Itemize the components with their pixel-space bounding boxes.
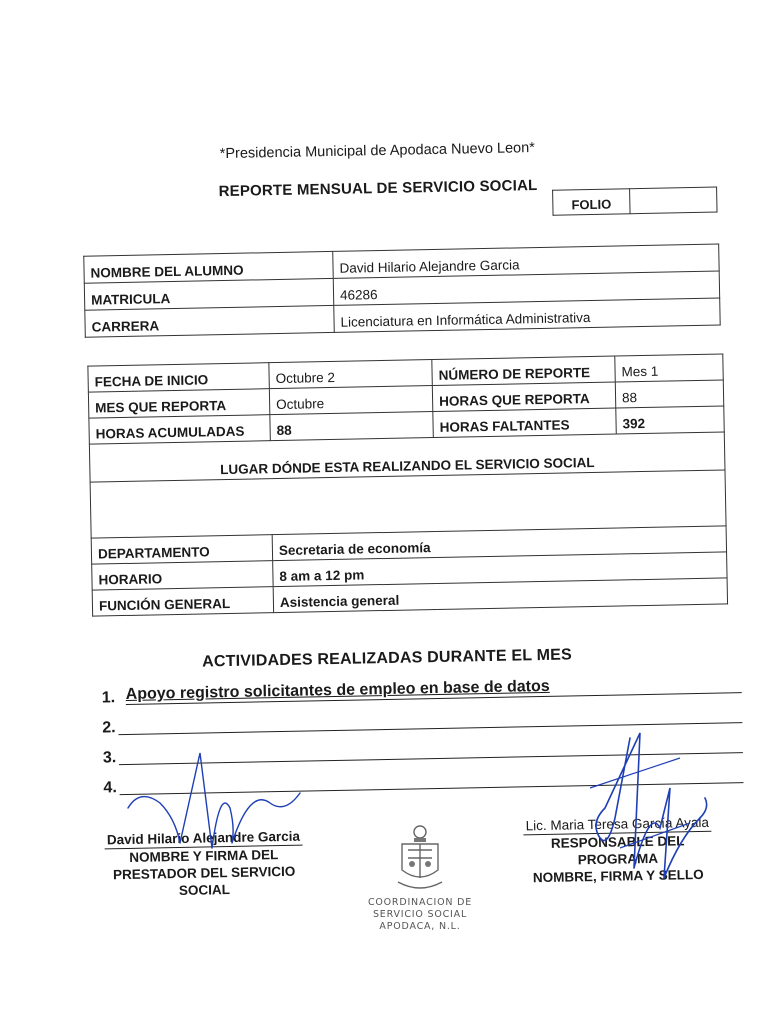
month-label: MES QUE REPORTA — [88, 389, 269, 418]
activity-line-1 — [102, 673, 742, 707]
activity-line-4 — [103, 763, 743, 797]
accumulated-hours-value: 88 — [270, 412, 433, 441]
career-label: CARRERA — [85, 305, 334, 337]
hours-reported-value: 88 — [615, 380, 723, 408]
report-title: REPORTE MENSUAL DE SERVICIO SOCIAL — [218, 176, 538, 201]
student-caption-line-1: NOMBRE Y FIRMA DEL — [129, 847, 279, 865]
student-id-value: 46286 — [333, 271, 719, 305]
report-table — [87, 353, 728, 616]
start-date-label: FECHA DE INICIO — [88, 363, 269, 392]
activities-title: ACTIVIDADES REALIZADAS DURANTE EL MES — [202, 646, 573, 671]
manager-signature-name: Lic. Maria Teresa García Ayala — [523, 814, 711, 836]
start-date-value: Octubre 2 — [269, 360, 432, 389]
function-value: Asistencia general — [273, 578, 727, 613]
function-label: FUNCIÓN GENERAL — [92, 587, 273, 616]
student-table — [83, 244, 720, 338]
activity-number: 4. — [103, 779, 117, 797]
schedule-label: HORARIO — [92, 561, 273, 590]
department-label: DEPARTAMENTO — [91, 535, 272, 564]
accumulated-hours-label: HORAS ACUMULADAS — [89, 415, 270, 444]
folio-box — [552, 187, 717, 216]
seal-line-3: APODACA, N.L. — [379, 921, 461, 932]
student-id-label: MATRICULA — [84, 278, 333, 310]
coordination-seal — [350, 822, 490, 933]
activity-line-2 — [102, 703, 742, 737]
activity-number: 3. — [102, 749, 117, 767]
institution-header: *Presidencia Municipal de Apodaca Nuevo Leon* — [219, 140, 536, 163]
remaining-hours-label: HORAS FALTANTES — [433, 408, 616, 438]
remaining-hours-value: 392 — [616, 406, 724, 434]
activity-number: 1. — [101, 689, 116, 707]
schedule-value: 8 am a 12 pm — [273, 552, 727, 587]
report-number-value: Mes 1 — [615, 354, 723, 382]
manager-caption-line-3: NOMBRE, FIRMA Y SELLO — [532, 866, 704, 886]
student-name-label: NOMBRE DEL ALUMNO — [84, 251, 333, 283]
manager-caption-line-2: PROGRAMA — [577, 850, 659, 868]
seal-line-1: COORDINACION DE — [367, 897, 473, 908]
student-signature-name: David Hilario Alejandre Garcia — [105, 828, 302, 850]
activity-text: Apoyo registro solicitantes de empleo en base de datos — [125, 677, 550, 703]
student-caption-line-2: PRESTADOR DEL SERVICIO — [112, 863, 296, 883]
student-signature-block — [94, 827, 313, 900]
department-value: Secretaria de economía — [272, 526, 726, 561]
activity-number: 2. — [102, 719, 116, 737]
place-label: LUGAR DÓNDE ESTA REALIZANDO EL SERVICIO SOCIAL — [89, 432, 725, 482]
manager-caption-line-1: RESPONSABLE DEL — [550, 833, 685, 851]
student-caption-line-3: SOCIAL — [178, 882, 231, 899]
folio-value — [630, 187, 717, 214]
hours-reported-label: HORAS QUE REPORTA — [432, 382, 615, 412]
coat-of-arms-icon — [392, 822, 448, 892]
report-number-label: NÚMERO DE REPORTE — [432, 356, 615, 386]
student-name-value: David Hilario Alejandre Garcia — [333, 244, 719, 278]
month-value: Octubre — [269, 386, 432, 415]
seal-line-2: SERVICIO SOCIAL — [372, 909, 468, 920]
activity-line-3 — [103, 733, 743, 767]
manager-signature-block — [504, 813, 731, 886]
folio-label: FOLIO — [553, 189, 630, 215]
career-value: Licenciatura en Informática Administrativa — [334, 298, 720, 332]
